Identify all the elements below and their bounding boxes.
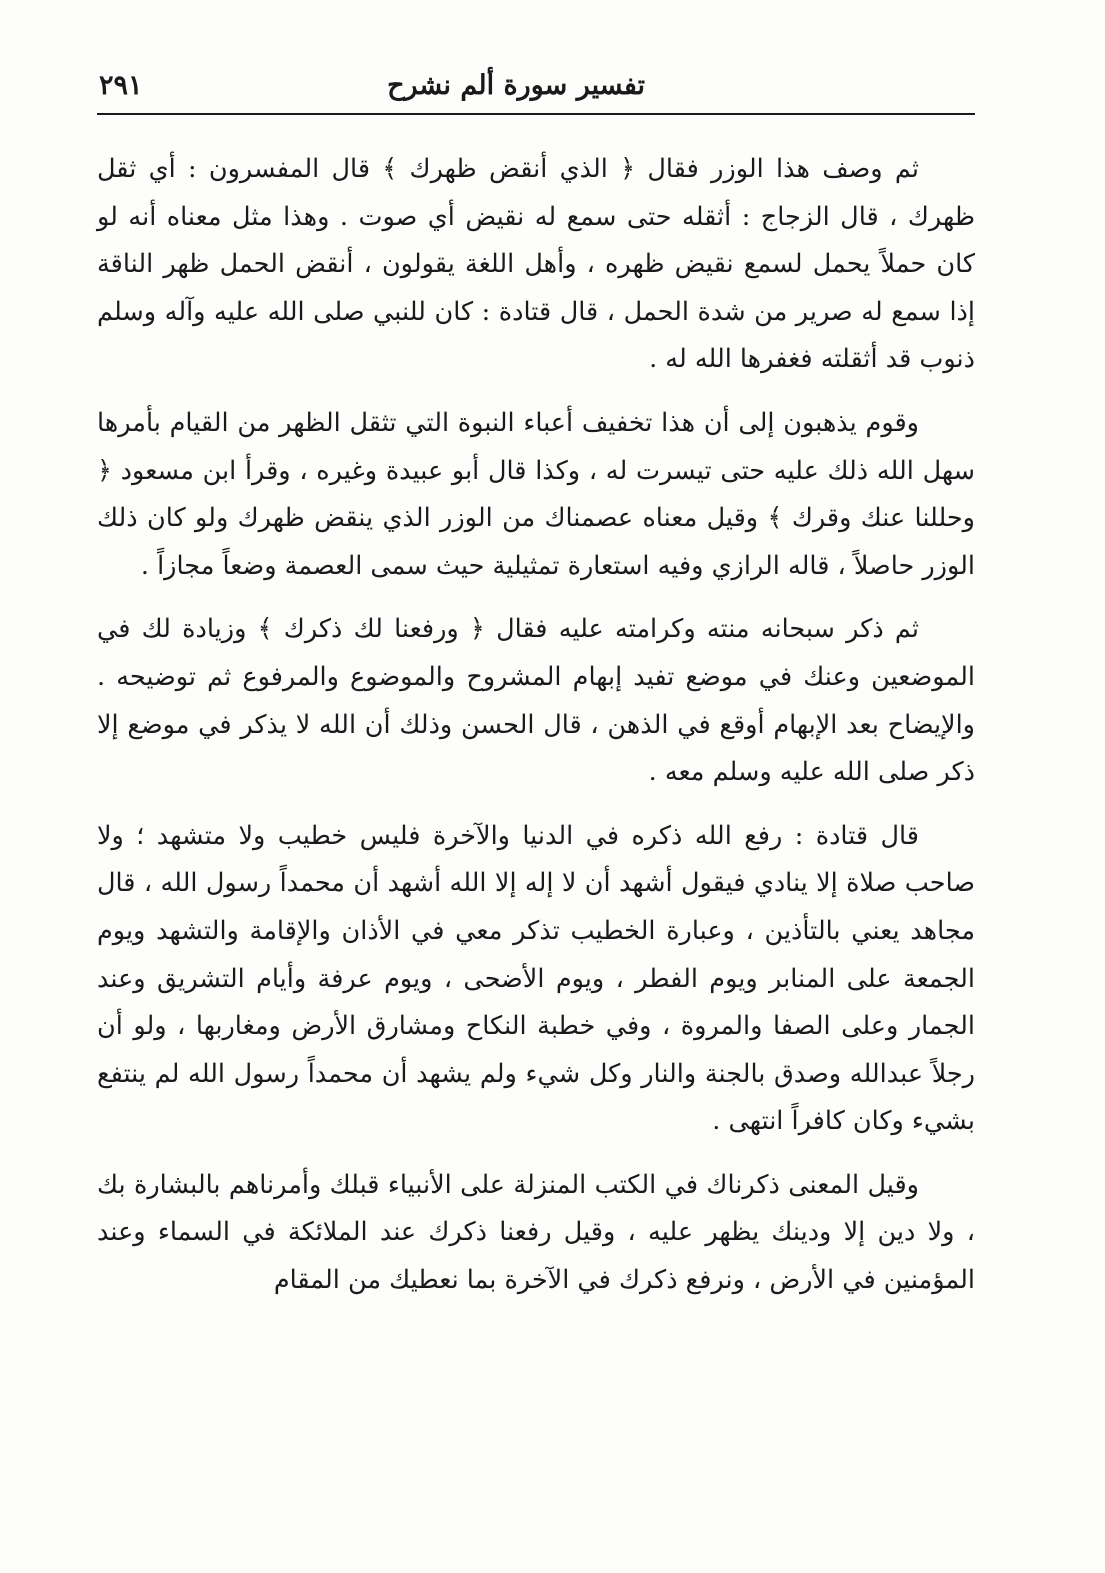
paragraph-4: قال قتادة : رفع الله ذكره في الدنيا والآخرة فليس خطيب ولا متشهد ؛ ولا صاحب صلاة إلا ينادي فيقول أشهد أن لا إله إلا الله أشهد أن محمداً رسول الله ، قال مجاهد يعني بالتأذين ، وعبارة الخطيب تذكر معي في الأذان والإقامة والتشهد ويوم الجمعة على المنابر ويوم الفطر ، ويوم الأضحى ، ويوم عرفة وأيام التشريق وعند الجمار وعلى الصفا والمروة ، وفي خطبة النكاح ومشارق الأرض ومغاربها ، ولو أن رجلاً عبدالله وصدق بالجنة والنار وكل شيء ولم يشهد أن محمداً رسول الله لم ينتفع بشيء وكان كافراً انتهى . xyxy=(97,820,976,1137)
paragraph-5: وقيل المعنى ذكرناك في الكتب المنزلة على الأنبياء قبلك وأمرناهم بالبشارة بك ، ولا دين إلا ودينك يظهر عليه ، وقيل رفعنا ذكرك عند الملائكة في السماء وعند المؤمنين في الأرض ، ونرفع ذكرك في الآخرة بما نعطيك من المقام xyxy=(97,1169,975,1296)
header-title: تفسير سورة ألم نشرح xyxy=(387,70,645,101)
page-body xyxy=(97,146,975,1321)
header-divider xyxy=(97,113,975,115)
paragraph-1: ثم وصف هذا الوزر فقال ﴿ الذي أنقض ظهرك ﴾ قال المفسرون : أي ثقل ظهرك ، قال الزجاج : أثقله حتى سمع له نقيض أي صوت . وهذا مثل معناه أنه لو كان حملاً يحمل لسمع نقيض ظهره ، وأهل اللغة يقولون ، أنقض الحمل ظهر الناقة إذا سمع له صرير من شدة الحمل ، قال قتادة : كان للنبي صلى الله عليه وآله وسلم ذنوب قد أثقلته فغفرها الله له . xyxy=(97,154,975,375)
paragraph-3: ثم ذكر سبحانه منته وكرامته عليه فقال ﴿ ورفعنا لك ذكرك ﴾ وزيادة لك في الموضعين وعنك في موضع تفيد إبهام المشروح والموضوع والمرفوع ثم توضيحه . والإيضاح بعد الإبهام أوقع في الذهن ، قال الحسن وذلك أن الله لا يذكر في موضع إلا ذكر صلى الله عليه وسلم معه . xyxy=(97,614,975,788)
page-number: ٢٩١ xyxy=(99,70,143,101)
running-header xyxy=(97,62,975,112)
paragraph-2: وقوم يذهبون إلى أن هذا تخفيف أعباء النبوة التي تثقل الظهر من القيام بأمرها سهل الله ذلك عليه حتى تيسرت له ، وكذا قال أبو عبيدة وغيره ، وقرأ ابن مسعود ﴿ وحللنا عنك وقرك ﴾ وقيل معناه عصمناك من الوزر الذي ينقض ظهرك ولو كان ذلك الوزر حاصلاً ، قاله الرازي وفيه استعارة تمثيلية حيث سمى العصمة وضعاً مجازاً . xyxy=(97,407,975,581)
